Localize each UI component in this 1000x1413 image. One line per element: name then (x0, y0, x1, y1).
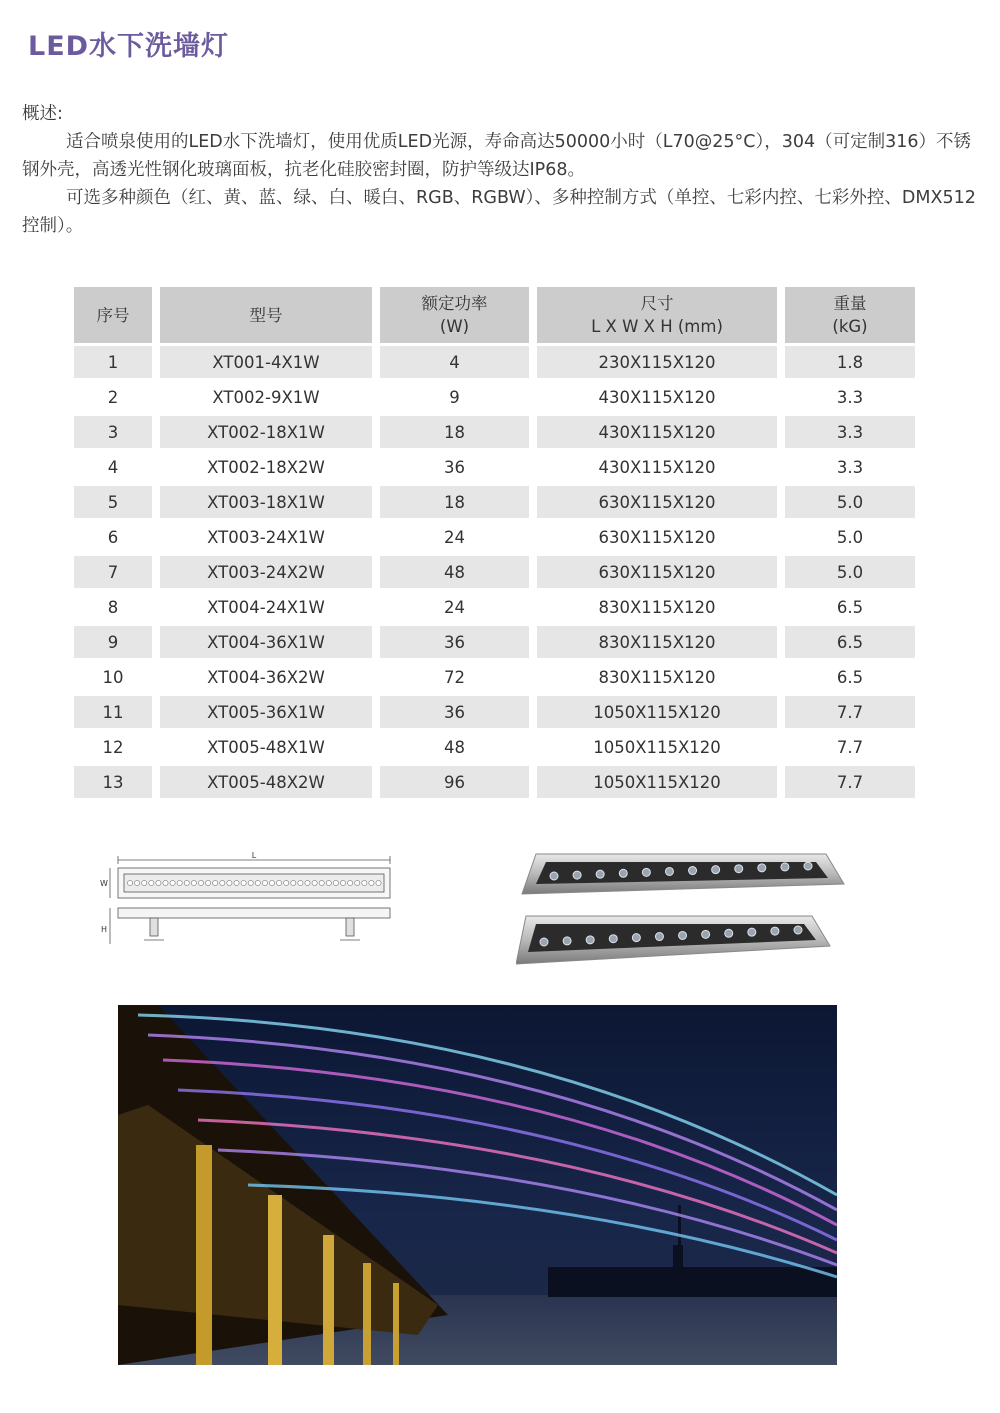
led-dot (127, 880, 132, 885)
lamp-led (665, 867, 673, 875)
spec-table-body (74, 346, 915, 798)
lamp-bottom (516, 916, 830, 964)
table-row (74, 416, 915, 448)
led-dot (298, 880, 303, 885)
cell-size: 630X115X120 (598, 527, 716, 547)
cell-model: XT005-48X1W (207, 737, 325, 757)
cell-index: 6 (107, 527, 119, 547)
cell-index: 7 (74, 556, 152, 588)
cell-size: 830X115X120 (537, 626, 777, 658)
cell-power: 24 (444, 527, 465, 547)
lamp-led (632, 934, 640, 942)
table-row (74, 591, 915, 623)
cell-weight: 5.0 (836, 527, 864, 547)
cell-power: 48 (380, 556, 529, 588)
led-dot (277, 880, 282, 885)
led-dot (333, 880, 338, 885)
product-photo (516, 846, 848, 976)
cell-weight: 7.7 (836, 737, 864, 757)
lamp-led (596, 870, 604, 878)
lamp-led (735, 865, 743, 873)
label-width: W (100, 879, 108, 888)
led-dot (170, 880, 175, 885)
lamp-led (702, 930, 710, 938)
cell-size: 430X115X120 (598, 457, 716, 477)
led-dot (355, 880, 360, 885)
table-row (74, 381, 915, 413)
table-row (74, 346, 915, 378)
cell-power: 36 (380, 626, 529, 658)
led-dot (198, 880, 203, 885)
cell-index: 13 (74, 766, 152, 798)
cell-weight: 6.5 (785, 626, 915, 658)
led-dot (248, 880, 253, 885)
header-size: 尺寸 L X W X H (mm) (537, 287, 777, 343)
lamp-led (563, 937, 571, 945)
lamp-led (540, 938, 548, 946)
table-row (74, 451, 915, 483)
led-dot (149, 880, 154, 885)
lamp-led (758, 864, 766, 872)
cell-index: 8 (107, 597, 119, 617)
cell-weight: 3.3 (836, 387, 864, 407)
led-dot (135, 880, 140, 885)
cell-size: 1050X115X120 (593, 737, 721, 757)
cell-weight: 7.7 (785, 696, 915, 728)
header-index: 序号 (74, 287, 152, 343)
lamp-led (781, 863, 789, 871)
cell-index: 2 (107, 387, 119, 407)
cell-index: 11 (74, 696, 152, 728)
led-dot (376, 880, 381, 885)
table-row (74, 696, 915, 728)
dimension-drawing (98, 848, 398, 952)
led-dot (305, 880, 310, 885)
cell-size: 230X115X120 (537, 346, 777, 378)
cell-weight: 3.3 (836, 457, 864, 477)
cell-model: XT002-18X1W (160, 416, 372, 448)
lamp-led (679, 931, 687, 939)
cell-weight: 5.0 (785, 556, 915, 588)
led-dot (206, 880, 211, 885)
cell-power: 72 (444, 667, 465, 687)
cell-model: XT005-36X1W (160, 696, 372, 728)
description-paragraph-1: 适合喷泉使用的LED水下洗墙灯，使用优质LED光源，寿命高达50000小时（L70@25°C），304（可定制316）不锈钢外壳，高透光性钢化玻璃面板，抗老化硅胶密封圈，防护等级达IP68。 (22, 132, 972, 180)
table-header-row (74, 287, 915, 343)
cell-model: XT003-24X2W (160, 556, 372, 588)
cell-model: XT001-4X1W (160, 346, 372, 378)
spec-table (66, 284, 923, 801)
led-dot (326, 880, 331, 885)
table-row (74, 626, 915, 658)
cell-model: XT005-48X2W (160, 766, 372, 798)
description-paragraph-2: 可选多种颜色（红、黄、蓝、绿、白、暖白、RGB、RGBW）、多种控制方式（单控、七彩内控、七彩外控、DMX512控制）。 (22, 188, 976, 236)
lamp-led (642, 868, 650, 876)
cell-size: 1050X115X120 (537, 696, 777, 728)
led-dot (284, 880, 289, 885)
lamp-led (771, 927, 779, 935)
lamp-led (725, 929, 733, 937)
lamp-led (619, 869, 627, 877)
cell-index: 3 (74, 416, 152, 448)
led-dot (227, 880, 232, 885)
header-power: 额定功率 (W) (380, 287, 529, 343)
led-dot (163, 880, 168, 885)
cell-index: 12 (102, 737, 124, 757)
led-dot (142, 880, 147, 885)
cell-power: 9 (449, 387, 460, 407)
cell-model: XT002-18X2W (207, 457, 325, 477)
header-weight: 重量 (kG) (785, 287, 915, 343)
cell-index: 4 (107, 457, 119, 477)
table-row (74, 486, 915, 518)
table-row (74, 731, 915, 763)
led-dot (191, 880, 196, 885)
cell-index: 5 (74, 486, 152, 518)
cell-weight: 6.5 (836, 667, 864, 687)
label-length: L (251, 851, 257, 860)
lamp-led (586, 936, 594, 944)
cell-size: 830X115X120 (598, 667, 716, 687)
lamp-led (550, 872, 558, 880)
table-row (74, 556, 915, 588)
cell-power: 48 (444, 737, 465, 757)
led-dot (269, 880, 274, 885)
led-dot (177, 880, 182, 885)
cell-index: 1 (74, 346, 152, 378)
lamp-top (522, 854, 844, 894)
cell-index: 9 (74, 626, 152, 658)
led-dot (340, 880, 345, 885)
cell-power: 36 (380, 696, 529, 728)
led-dot (241, 880, 246, 885)
table-row (74, 766, 915, 798)
led-dot (291, 880, 296, 885)
description (22, 100, 982, 240)
lamp-led (689, 867, 697, 875)
led-dot (319, 880, 324, 885)
led-dot (369, 880, 374, 885)
description-label: 概述: (22, 104, 63, 124)
lamp-led (794, 926, 802, 934)
cell-weight: 1.8 (785, 346, 915, 378)
lamp-led (748, 928, 756, 936)
cell-size: 630X115X120 (537, 486, 777, 518)
led-dot (156, 880, 161, 885)
lamp-led (609, 935, 617, 943)
cell-size: 430X115X120 (598, 387, 716, 407)
lamp-led (573, 871, 581, 879)
cell-power: 36 (444, 457, 465, 477)
led-dot (262, 880, 267, 885)
cell-model: XT003-24X1W (207, 527, 325, 547)
led-dot (220, 880, 225, 885)
cell-model: XT004-24X1W (207, 597, 325, 617)
cell-model: XT004-36X1W (160, 626, 372, 658)
cell-power: 24 (444, 597, 465, 617)
lamp-led (655, 933, 663, 941)
cell-power: 18 (380, 416, 529, 448)
cell-size: 830X115X120 (598, 597, 716, 617)
label-height: H (100, 925, 108, 934)
cell-model: XT002-9X1W (212, 387, 320, 407)
cell-size: 430X115X120 (537, 416, 777, 448)
cell-weight: 3.3 (785, 416, 915, 448)
cell-model: XT003-18X1W (160, 486, 372, 518)
led-dot (312, 880, 317, 885)
led-dot (213, 880, 218, 885)
fountain-bridge-photo (118, 1005, 837, 1365)
table-row (74, 661, 915, 693)
cell-weight: 7.7 (785, 766, 915, 798)
cell-index: 10 (102, 667, 124, 687)
led-dot (362, 880, 367, 885)
cell-power: 18 (380, 486, 529, 518)
header-model: 型号 (160, 287, 372, 343)
cell-weight: 5.0 (785, 486, 915, 518)
lamp-led (804, 862, 812, 870)
led-dot (255, 880, 260, 885)
led-dot (234, 880, 239, 885)
cell-power: 96 (380, 766, 529, 798)
led-dot (348, 880, 353, 885)
cell-model: XT004-36X2W (207, 667, 325, 687)
cell-size: 1050X115X120 (537, 766, 777, 798)
cell-size: 630X115X120 (537, 556, 777, 588)
cell-weight: 6.5 (836, 597, 864, 617)
cell-power: 4 (380, 346, 529, 378)
led-dot (184, 880, 189, 885)
lamp-led (712, 866, 720, 874)
page-title: LED水下洗墙灯 (28, 31, 230, 62)
table-row (74, 521, 915, 553)
